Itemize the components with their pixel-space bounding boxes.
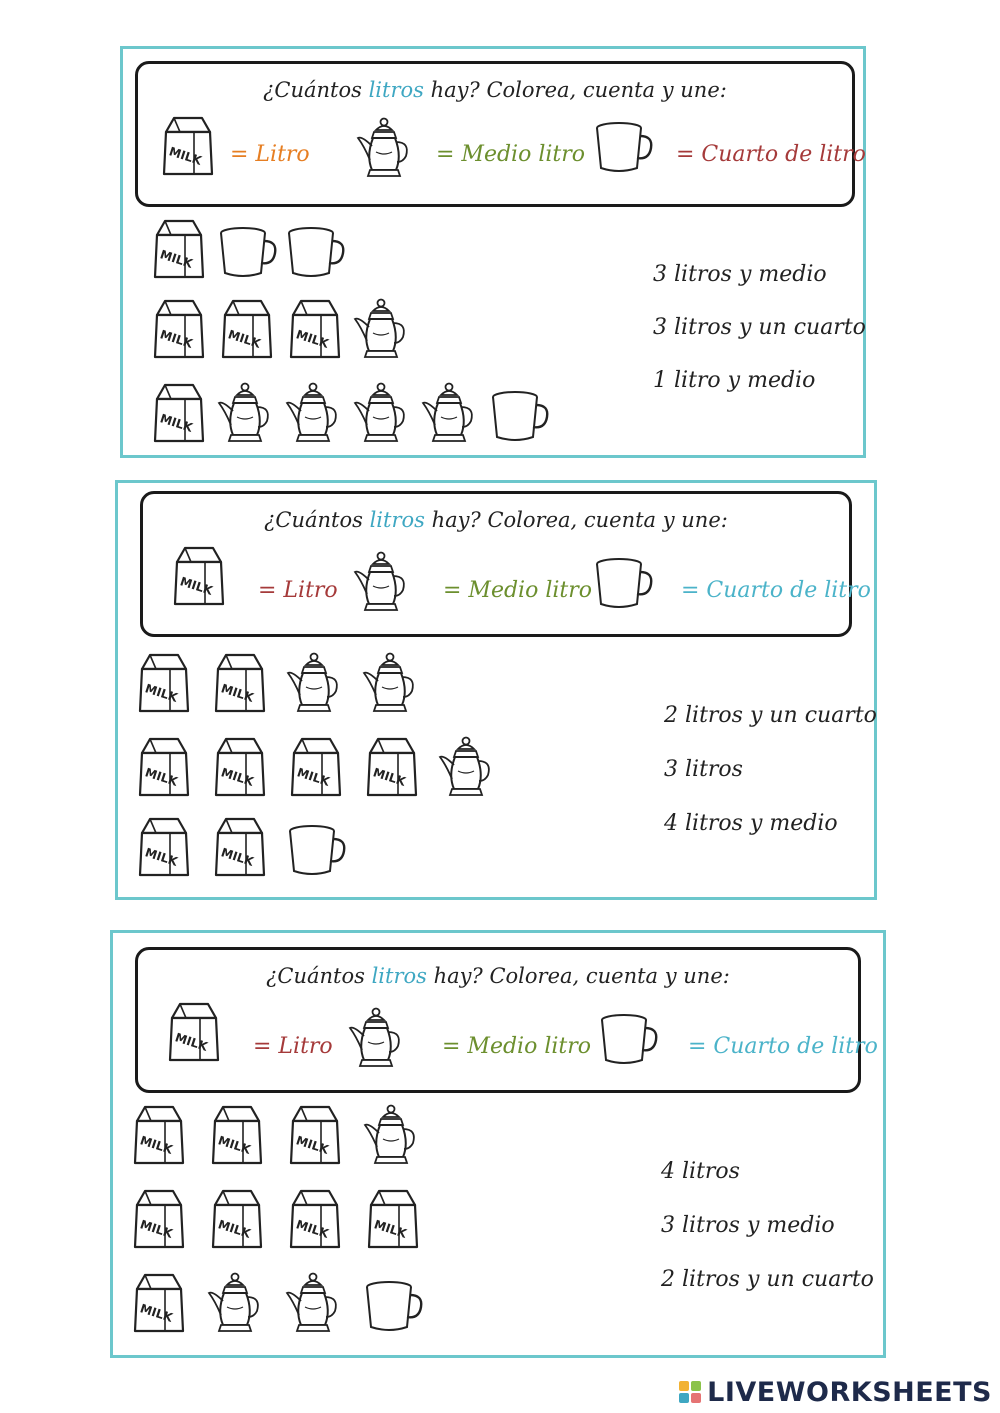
cup-icon[interactable]: [286, 823, 348, 883]
exercise-panel-2: [115, 480, 877, 900]
legend-quarter-label: = Cuarto de litro: [681, 578, 871, 603]
milk-carton-icon[interactable]: [210, 815, 268, 885]
milk-carton-icon[interactable]: [149, 297, 207, 367]
svg-text:MILK: MILK: [138, 1133, 175, 1157]
milk-carton-icon[interactable]: [363, 1187, 421, 1257]
teapot-icon[interactable]: [286, 651, 344, 721]
milk-carton-icon[interactable]: [134, 651, 192, 721]
milk-carton-icon: [169, 544, 227, 614]
cup-icon: [593, 556, 655, 616]
legend-liter-label: = Litro: [258, 578, 338, 603]
svg-text:MILK: MILK: [158, 327, 195, 351]
milk-carton-icon[interactable]: [207, 1103, 265, 1173]
legend-half-label: = Medio litro: [443, 578, 593, 603]
svg-text:MILK: MILK: [372, 1217, 409, 1241]
legend-header-3: [135, 947, 878, 1093]
svg-text:MILK: MILK: [295, 765, 332, 789]
liveworksheets-logo-icon: [679, 1381, 701, 1403]
milk-carton-icon: [164, 1000, 222, 1070]
svg-text:MILK: MILK: [219, 681, 256, 705]
legend-header-2: [140, 491, 871, 637]
answer-option[interactable]: 3 litros y un cuarto: [653, 315, 866, 340]
milk-carton-icon[interactable]: [285, 1103, 343, 1173]
cup-icon[interactable]: [217, 225, 279, 285]
answer-option[interactable]: 1 litro y medio: [653, 368, 816, 393]
answer-option[interactable]: 4 litros y medio: [664, 811, 838, 836]
teapot-icon[interactable]: [353, 297, 411, 367]
svg-text:MILK: MILK: [219, 845, 256, 869]
svg-text:MILK: MILK: [138, 1301, 175, 1325]
teapot-icon[interactable]: [217, 381, 275, 451]
milk-carton-icon[interactable]: [134, 735, 192, 805]
svg-text:MILK: MILK: [178, 574, 215, 598]
milk-carton-icon[interactable]: [286, 735, 344, 805]
teapot-icon[interactable]: [207, 1271, 265, 1341]
svg-text:MILK: MILK: [216, 1133, 253, 1157]
answer-option[interactable]: 3 litros: [664, 757, 743, 782]
milk-carton-icon[interactable]: [129, 1187, 187, 1257]
cup-icon[interactable]: [363, 1279, 425, 1339]
milk-carton-icon[interactable]: [149, 381, 207, 451]
milk-carton-icon[interactable]: [285, 1187, 343, 1257]
svg-text:MILK: MILK: [226, 327, 263, 351]
legend-liter-label: = Litro: [253, 1034, 333, 1059]
svg-text:MILK: MILK: [294, 1133, 331, 1157]
legend-header-1: [135, 61, 866, 207]
milk-carton-icon[interactable]: [285, 297, 343, 367]
milk-carton-icon[interactable]: [207, 1187, 265, 1257]
brand-name: LIVEWORKSHEETS: [707, 1376, 992, 1408]
milk-carton-icon[interactable]: [217, 297, 275, 367]
legend-half-label: = Medio litro: [442, 1034, 592, 1059]
legend-quarter-label: = Cuarto de litro: [676, 142, 866, 167]
brand-footer: [679, 1377, 992, 1407]
answer-option[interactable]: 2 litros y un cuarto: [664, 703, 877, 728]
svg-text:MILK: MILK: [143, 681, 180, 705]
svg-text:MILK: MILK: [294, 1217, 331, 1241]
svg-text:MILK: MILK: [158, 247, 195, 271]
milk-carton-icon[interactable]: [210, 735, 268, 805]
svg-text:MILK: MILK: [219, 765, 256, 789]
legend-half-label: = Medio litro: [436, 142, 586, 167]
cup-icon[interactable]: [285, 225, 347, 285]
teapot-icon[interactable]: [438, 735, 496, 805]
answer-option[interactable]: 3 litros y medio: [653, 262, 827, 287]
answer-option[interactable]: 3 litros y medio: [661, 1213, 835, 1238]
exercise-panel-3: [110, 930, 886, 1358]
question-title: ¿Cuántos litros hay? Colorea, cuenta y une:: [266, 964, 730, 988]
legend-liter-label: = Litro: [230, 142, 310, 167]
milk-carton-icon[interactable]: [149, 217, 207, 287]
teapot-icon[interactable]: [421, 381, 479, 451]
svg-text:MILK: MILK: [371, 765, 408, 789]
teapot-icon[interactable]: [353, 381, 411, 451]
teapot-icon: [348, 1006, 406, 1076]
exercise-panel-1: [120, 46, 866, 458]
milk-carton-icon[interactable]: [129, 1271, 187, 1341]
teapot-icon: [356, 116, 414, 186]
milk-carton-icon[interactable]: [129, 1103, 187, 1173]
svg-text:MILK: MILK: [158, 411, 195, 435]
svg-text:MILK: MILK: [173, 1030, 210, 1054]
legend-quarter-label: = Cuarto de litro: [688, 1034, 878, 1059]
milk-carton-icon[interactable]: [134, 815, 192, 885]
milk-carton-icon[interactable]: [210, 651, 268, 721]
milk-carton-icon[interactable]: [362, 735, 420, 805]
svg-text:MILK: MILK: [143, 845, 180, 869]
svg-text:MILK: MILK: [216, 1217, 253, 1241]
svg-text:MILK: MILK: [138, 1217, 175, 1241]
answer-option[interactable]: 4 litros: [661, 1159, 740, 1184]
answer-option[interactable]: 2 litros y un cuarto: [661, 1267, 874, 1292]
svg-text:MILK: MILK: [143, 765, 180, 789]
question-title: ¿Cuántos litros hay? Colorea, cuenta y une:: [264, 508, 728, 532]
svg-text:MILK: MILK: [167, 144, 204, 168]
teapot-icon[interactable]: [285, 381, 343, 451]
teapot-icon: [353, 550, 411, 620]
svg-text:MILK: MILK: [294, 327, 331, 351]
teapot-icon[interactable]: [285, 1271, 343, 1341]
milk-carton-icon: [158, 114, 216, 184]
cup-icon: [598, 1012, 660, 1072]
teapot-icon[interactable]: [363, 1103, 421, 1173]
cup-icon: [593, 120, 655, 180]
teapot-icon[interactable]: [362, 651, 420, 721]
cup-icon[interactable]: [489, 389, 551, 449]
question-title: ¿Cuántos litros hay? Colorea, cuenta y une:: [263, 78, 727, 102]
